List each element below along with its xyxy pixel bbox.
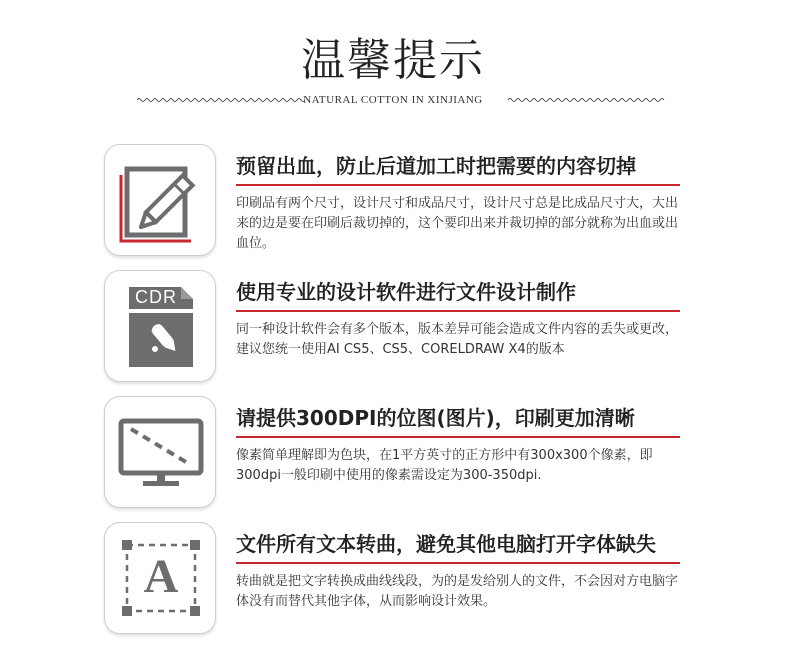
icon-box (104, 270, 216, 382)
icon-box (104, 396, 216, 508)
tip-heading: 请提供300DPI的位图(图片)，印刷更加清晰 (236, 406, 635, 430)
tip-item-outline-text (0, 522, 786, 634)
tip-body: 像素简单理解即为色块，在1平方英寸的正方形中有300x300个像素，即300dpi一般印刷中使用的像素需设定为300-350dpi. (236, 448, 653, 483)
tip-item-dpi (0, 396, 786, 508)
red-divider (236, 562, 680, 564)
tip-body: 印刷品有两个尺寸，设计尺寸和成品尺寸，设计尺寸总是比成品尺寸大，大出来的边是要在印刷后裁切掉的，这个要印出来并裁切掉的部分就称为出血或出血位。 (236, 196, 679, 251)
tip-item-software (0, 270, 786, 382)
tip-heading: 使用专业的设计软件进行文件设计制作 (236, 280, 576, 304)
icon-box (104, 522, 216, 634)
monitor-icon (105, 397, 215, 507)
red-divider (236, 310, 680, 312)
right-wave-divider (508, 96, 668, 104)
red-divider (236, 436, 680, 438)
page-title: 温馨提示 (301, 35, 485, 86)
subtitle-row (0, 92, 786, 112)
tip-heading: 文件所有文本转曲，避免其他电脑打开字体缺失 (236, 532, 656, 556)
tip-body: 转曲就是把文字转换成曲线线段，为的是发给别人的文件，不会因对方电脑字体没有而替代其他字体，从而影响设计效果。 (236, 574, 679, 609)
subtitle: NATURAL COTTON IN XINJIANG (303, 94, 483, 106)
cdr-label: CDR (135, 287, 177, 307)
icon-box (104, 144, 216, 256)
red-divider (236, 184, 680, 186)
tip-body: 同一种设计软件会有多个版本，版本差异可能会造成文件内容的丢失或更改，建议您统一使用AI CS5、CS5、CORELDRAW X4的版本 (236, 322, 679, 357)
tip-item-bleed (0, 144, 786, 256)
text-frame-letter: A (143, 550, 179, 603)
pencil-paper-icon (105, 145, 215, 255)
tip-heading: 预留出血，防止后道加工时把需要的内容切掉 (236, 154, 636, 178)
